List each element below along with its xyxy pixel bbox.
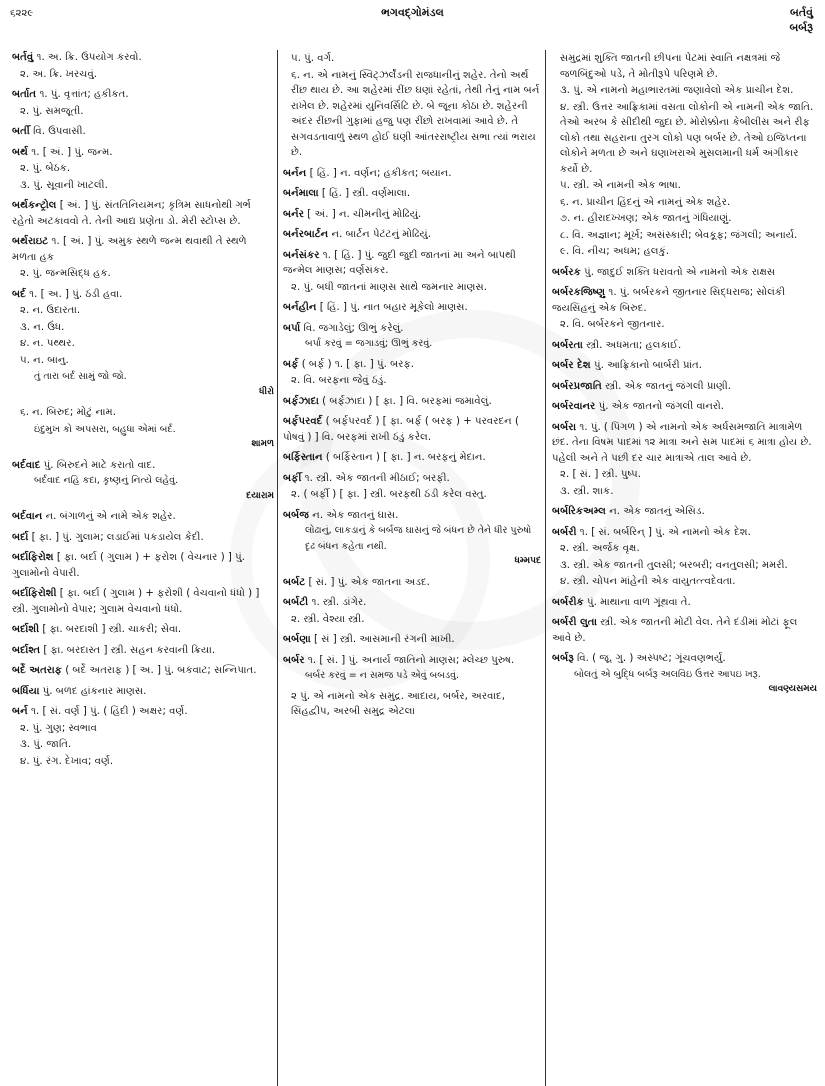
entry-sense [552, 51, 817, 82]
headword: બર્બરી લુતા [552, 617, 598, 628]
guide-word-first: બર્તવું [790, 6, 813, 19]
entry-sense [552, 285, 817, 316]
headword: બર્નરબાર્ટન [283, 229, 329, 240]
page-header [0, 0, 825, 40]
entry-sense [552, 467, 817, 483]
dictionary-entry [12, 622, 274, 638]
headword: બર્બજ [283, 509, 309, 521]
headword: બર્નર [283, 208, 305, 220]
entry-sense [283, 487, 541, 503]
entry-sense [12, 586, 274, 617]
column-divider [545, 50, 546, 1086]
dictionary-entry [283, 508, 541, 570]
entry-sense [12, 737, 274, 753]
definition-text: ( બર્ફિસ્તાન ) [ ફા. ] ન. બરફનું મેદાન. [325, 452, 486, 463]
dictionary-columns [0, 50, 825, 1086]
headword: બર્બરૂ [552, 653, 574, 664]
dictionary-entry [283, 394, 541, 410]
dictionary-entry [552, 358, 817, 374]
definition-text: ૧. અ. ક્રિ. ઉપયોગ કરવો. [36, 52, 142, 63]
dictionary-entry [552, 285, 817, 333]
headword: બર્ધિયા [12, 685, 40, 697]
definition-text: ૨. પું. ગુણ; સ્વભાવ [20, 722, 97, 734]
definition-text: ૩. પું. એ નામનો મહાભારતમાં જણાવેલો એક પ્રાચીન દેશ. [560, 85, 794, 96]
entry-sense [283, 471, 541, 487]
usage-quote: લોઢાનું, લાકડાનું કે બર્બજ ઘાસનું જે બંધન છે તેને ધીર પુરુષો દૃઢ બંધન કહેતા નથી. [305, 525, 532, 552]
headword: બર્દાફિરોશ [12, 552, 54, 563]
entry-sense [283, 575, 541, 591]
headword: બર્બર દેશ [552, 360, 591, 371]
definition-text: ૧. પું. બર્બરકને જીતનાર સિદ્ધરાજ; સોલંકી જયસિંહનું એક બિરુદ. [552, 287, 786, 314]
dictionary-entry [283, 595, 541, 627]
entry-sense [552, 211, 817, 227]
entry-sense [552, 195, 817, 211]
entry-sense [283, 357, 541, 373]
entry-sense [552, 574, 817, 590]
column-3 [552, 50, 817, 703]
entry-sense [283, 321, 541, 337]
entry-sense [12, 353, 274, 369]
entry-sense [283, 300, 541, 316]
definition-text: પું. આફ્રિકાનો બાર્બરી પ્રાંત. [593, 360, 703, 371]
entry-sense [552, 379, 817, 395]
headword: બર્નન [283, 167, 307, 179]
entry-sense [283, 68, 541, 161]
definition-text: વિ. ઉપવાસી. [33, 126, 86, 137]
dictionary-entry [12, 405, 274, 453]
guide-words [789, 5, 813, 35]
column-2 [283, 50, 541, 725]
column-1 [12, 50, 274, 774]
definition-text: [ સં ] સ્ત્રી. આસમાની રંગની માખી. [314, 634, 455, 645]
definition-text: ૨. અ. ક્રિ. ખરચવું. [20, 68, 98, 80]
definition-text: વિ. ( જૂ. ગુ. ) અસ્પષ્ટ; ગૂંચવણભર્યું. [577, 653, 726, 664]
definition-text: પું. બળદ હાંકનાર માણસ. [42, 685, 147, 697]
entry-sense [283, 186, 541, 202]
headword: બર્થરાઇટ [12, 236, 49, 247]
dictionary-entry [12, 87, 274, 119]
entry-sense [283, 207, 541, 223]
headword: બર્ફપરવર્દ [283, 416, 323, 427]
definition-text: ૧. પું. વૃત્તાંત; હકીકત. [39, 89, 129, 100]
definition-text: ૧. સ્ત્રી. ડાંગેર. [311, 597, 367, 608]
headword: બર્ન [12, 706, 28, 717]
definition-text: ૯. વિ. નીચ; અધમ; હલકું. [560, 246, 670, 257]
dictionary-entry [283, 227, 541, 243]
definition-text: ૮. વિ. અજ્ઞાન; મૂર્ખ; અસંસ્કારી; બેવકૂફ; જંગલી; અનાર્ય. [560, 229, 798, 241]
dictionary-entry [12, 509, 274, 525]
dictionary-entry [12, 287, 274, 401]
definition-text: [ સં. ] પું. એક જાતના અડદ. [308, 576, 430, 588]
entry-sense [12, 104, 274, 120]
dictionary-entry [283, 471, 541, 503]
entry-sense [552, 100, 817, 178]
entry-sense [283, 51, 541, 67]
quote-source: ધમ્મપદ [514, 556, 541, 566]
definition-text: ૧. [ સં. ] પું. અનાર્ય જાતિનો માણસ; મ્લેચ્છ પુરુષ. [307, 654, 515, 666]
headword: બર્થ [12, 146, 28, 158]
headword: બર્ફઝાદા [283, 395, 319, 407]
definition-text: ૨. પું. બધી જાતનાં માણસ સાથે જમનાર માણસ. [291, 281, 488, 293]
entry-sense [12, 320, 274, 336]
entry-sense [12, 287, 274, 303]
entry-sense [283, 632, 541, 648]
definition-text: [ ફા. ] પું. ગુલામ; લડાઈમાં પકડાયેલ કેદી. [31, 531, 204, 543]
definition-text: પું. માથાના વાળ ગૂંથવા તે. [586, 596, 691, 608]
definition-text: ૧. [ સં. વર્ણ ] પું. ( હિંદી ) અક્ષર; વર્ણ. [31, 706, 188, 717]
definition-text: ૧. [ અ. ] પું. ઠંડી હવા. [29, 288, 123, 300]
headword: બર્દવાદ [12, 459, 41, 471]
entry-sense [283, 689, 541, 720]
definition-text: ૬. ન. બિરુદ; મોટું નામ. [20, 407, 116, 418]
definition-text: ૫. સ્ત્રી. એ નામની એક ભાષા. [560, 180, 681, 191]
entry-sense [12, 124, 274, 140]
definition-text: ૨. વિ. બર્બરકને જીતનાર. [560, 319, 665, 330]
dictionary-entry [552, 265, 817, 281]
entry-sense [12, 509, 274, 525]
entry-sense [283, 414, 541, 445]
definition-text: સમુદ્રમાં શુક્તિ જાતની છીપના પેટમાં સ્વાતિ નક્ષત્રમાં જે જળબિંદુઓ પડે, તે મોતીરૂપે પરિણમે છે. [560, 53, 781, 80]
dictionary-entry [552, 399, 817, 415]
headword: બર્દાફિરોશી [12, 588, 57, 599]
quote-source: દયારામ [246, 490, 274, 501]
entry-sense [283, 595, 541, 611]
entry-sense [12, 550, 274, 581]
entry-sense [552, 317, 817, 333]
dictionary-entry [12, 198, 274, 229]
dictionary-entry [283, 653, 541, 684]
dictionary-entry [12, 663, 274, 679]
definition-text: ૩. પું. જાતિ. [20, 739, 72, 750]
guide-word-last: બર્બરૂ [789, 21, 813, 34]
usage-quote: બોલતું એ બુદ્ધિ બર્બરૂ અલવિઇ ઉત્તર આપઇ ખરૂ. [574, 668, 761, 680]
definition-text: ન. બંગાળનું એ નામે એક શહેર. [45, 511, 176, 522]
dictionary-entry [283, 689, 541, 720]
headword: બર્ફી [283, 472, 302, 484]
headword: બર્બરપ્રજાતિ [552, 380, 602, 392]
dictionary-entry [283, 357, 541, 389]
headword: બર્દે અતરાફ [12, 665, 62, 676]
dictionary-entry [552, 651, 817, 698]
entry-sense [12, 145, 274, 161]
entry-sense [12, 643, 274, 659]
headword: બર્ફ [283, 358, 299, 370]
entry-sense [283, 227, 541, 243]
quote-source: ધીરો [259, 386, 274, 397]
dictionary-entry [12, 458, 274, 505]
definition-text: ( બર્ફઝાદા ) [ ફા. ] વિ. બરફમાં જમાવેલું. [322, 395, 492, 407]
entry-sense [12, 50, 274, 66]
entry-sense [552, 244, 817, 260]
definition-text: ૧. [ સં. બર્બરિન્ ] પું. એ નામનો એક દેશ. [579, 526, 751, 538]
definition-text: ૪. સ્ત્રી. ચોપન માંહેની એક વાયુતત્ત્વદેવતા. [560, 576, 736, 587]
entry-sense [283, 653, 541, 669]
definition-text: ૬. ન. એ નામનું સ્વિટ્ઝર્લૅંડની રાજધાનીનું શહેર. તેનો અર્થ રીંછ થાય છે. આ શહેરમાં રીંછ ઘણાં રહેતાં, તેથી તેનું નામ બર્ન રાખેલ છે. શહેરમાં યુનિવર્સિટિ છે. બે જૂના કોઠા છે. શહેરની અંદર રીંછની ગુફામાં હજુ પણ રીંછો રાખવામાં આવે છે. તે સગવડતાવાળું સ્થળ હોઈ ઘણી આંતરરાષ્ટ્રીય સભા ત્યાં ભરાય છે. [291, 69, 540, 158]
definition-text: ૨. પું. સમજૂતી. [20, 105, 84, 117]
dictionary-entry [552, 615, 817, 646]
definition-text: ૩. સ્ત્રી. શાક. [560, 485, 614, 497]
definition-text: [ ફા. બરદાશી ] સ્ત્રી. ચાકરી; સેવા. [42, 624, 182, 635]
headword: બર્બર [283, 654, 305, 666]
entry-sense [552, 338, 817, 354]
dictionary-entry [283, 575, 541, 591]
definition-text: [ અં. ] ન. ચીમનીનું મોઢિયું. [307, 208, 422, 220]
definition-text: ૨. ( બર્ફી ) [ ફા. ] સ્ત્રી. બરફથી ઠંડી કરેલ વસ્તુ. [291, 489, 487, 500]
headword: બર્થકન્ટ્રોલ [12, 200, 57, 211]
definition-text: ૧. [ અં. ] પું. અમુક સ્થળે જન્મ થવાથી તે સ્થળે મળતા હક [12, 236, 247, 263]
entry-sense [552, 83, 817, 99]
entry-sense [12, 87, 274, 103]
headword: બર્બરિકઅમ્લ [552, 506, 606, 517]
headword: બર્ફિસ્તાન [283, 452, 323, 463]
entry-sense [283, 166, 541, 182]
dictionary-entry [283, 632, 541, 648]
entry-sense [12, 704, 274, 720]
dictionary-entry [283, 321, 541, 352]
entry-sense [12, 161, 274, 177]
definition-text: ૨. સ્ત્રી. વેશ્યા સ્ત્રી. [291, 613, 365, 625]
definition-text: ૪. સ્ત્રી. ઉત્તર આફ્રિકામાં વસતા લોકોની એ નામની એક જાતિ. તેઓ અરબ કે સીદીથી જુદા છે. મોરોક્કોના કેબીલીસ અને રીફ લોકો તથા સહરાના તુરગ લોકો પણ બર્બર છે. તેઓ ઇજિપ્તના લોકોને મળતા છે અને ઘણાખરાએ મુસલમાની ધર્મ અંગીકાર કર્યો છે. [560, 101, 814, 175]
dictionary-entry [552, 504, 817, 520]
definition-text: ૬. ન. પ્રાચીન હિંદનું એ નામનું એક શહેર. [560, 196, 731, 208]
headword: બર્તવું [12, 52, 34, 63]
headword: બર્દવાન [12, 511, 43, 522]
usage-quote: ઇંદુમુખ કો અપસરા, બહુધા એમાં બર્દ. [34, 423, 176, 435]
definition-text: ન. એક જાતનું ઘાસ. [312, 509, 399, 521]
definition-text: ૧. [ હિં. ] પું. જુદી જુદી જાતનાં મા અને બાપથી જન્મેલ માણસ; વર્ણસંકર. [283, 249, 516, 276]
definition-text: ૩. પું. સૂવાની ખાટલી. [20, 179, 108, 191]
entry-sense [12, 405, 274, 421]
page-number: ૬૨૨૯ [10, 8, 34, 19]
headword: બર્તી [12, 126, 30, 137]
entry-sense [283, 612, 541, 628]
headword: બર્બટ [283, 576, 306, 588]
entry-sense [12, 266, 274, 282]
headword: બર્નમાલા [283, 188, 319, 199]
definition-text: ૪. ન. પથ્થર. [20, 338, 75, 349]
dictionary-entry [12, 550, 274, 581]
definition-text: [ અં. ] પું. સંતતિનિયમન; કૃત્રિમ સાધનોથી ગર્ભ રહેતો અટકાવવો તે. તેની આદ્ય પ્રણેતા ડો. મેરી સ્ટોપ્સ છે. [12, 200, 251, 227]
dictionary-entry [283, 414, 541, 445]
column-divider [277, 50, 278, 1086]
dictionary-entry [552, 338, 817, 354]
headword: બર્દ [12, 288, 26, 300]
definition-text: [ હિં. ] પું. નાત બહાર મૂકેલો માણસ. [319, 302, 468, 313]
definition-text: ૨. ન. ઉદારતા. [20, 305, 81, 316]
dictionary-entry [283, 450, 541, 466]
entry-sense [552, 595, 817, 611]
entry-sense [283, 280, 541, 296]
dictionary-entry [552, 595, 817, 611]
headword: બર્બરીક [552, 596, 584, 608]
definition-text: ૫. પું. વર્ગ. [291, 53, 335, 64]
usage-quote: બર્બર કરવું = ન સમજ પડે એવું બબડવું. [305, 670, 460, 681]
headword: બર્બરા [552, 421, 577, 433]
headword: બર્નહીન [283, 302, 317, 313]
definition-text: પું. બિરુદને માટે કરાતો વાદ. [43, 459, 156, 471]
dictionary-entry [283, 300, 541, 316]
entry-sense [12, 336, 274, 352]
headword: બર્બરક [552, 266, 581, 278]
definition-text: ૨. વિ. બરફના જેવું ઠંડું. [291, 375, 387, 386]
entry-sense [552, 558, 817, 574]
dictionary-entry [12, 684, 274, 700]
dictionary-entry [12, 145, 274, 194]
entry-sense [552, 651, 817, 667]
dictionary-entry [552, 379, 817, 395]
definition-text: ( બર્ફપરવર્દ ) [ ફા. બર્ફ ( બરફ ) + પરવરદન ( પોષવું ) ] વિ. બરફમાં રાખી ઠંડું કરેલ. [283, 416, 519, 443]
definition-text: ૧. સ્ત્રી. એક જાતની મીઠાઈ; બરફી. [304, 472, 450, 484]
headword: બર્દાશી [12, 624, 40, 635]
headword: બર્બરતા [552, 339, 583, 351]
entry-sense [552, 484, 817, 500]
entry-sense [552, 420, 817, 467]
definition-text: [ હિં. ] સ્ત્રી. વર્ણમાલા. [321, 188, 411, 199]
definition-text: [ હિં. ] ન. વર્ણન; હકીકત; બયાન. [309, 167, 452, 179]
dictionary-entry [283, 248, 541, 296]
definition-text: [ ફા. બરદાસ્ત ] સ્ત્રી. સહન કરવાની ક્રિયા. [43, 644, 216, 656]
definition-text: સ્ત્રી. એક જાતની મોટી વેલ. તેને દંડીમાં મોટાં ફૂલ આવે છે. [552, 617, 798, 644]
entry-sense [552, 265, 817, 281]
entry-sense [283, 248, 541, 279]
dictionary-entry [552, 51, 817, 260]
entry-sense [12, 303, 274, 319]
headword: બર્બટી [283, 597, 309, 608]
entry-sense [552, 358, 817, 374]
entry-sense [12, 684, 274, 700]
definition-text: પું. એક જાતનો જંગલી વાનરો. [598, 401, 724, 412]
definition-text: ૪. પું. રંગ. દેખાવ; વર્ણ. [20, 755, 114, 767]
definition-text: ૨ પું. એ નામનો એક સમુદ્ર. આદાય, બર્બર, અરવાદ, સિંહદ્વીપ, અરબી સમુદ્ર એટલા [291, 690, 505, 717]
book-title: ભગવદ્ગોમંડલ [381, 6, 444, 19]
headword: બર્પા [283, 322, 301, 334]
headword: બર્બરી [552, 526, 577, 538]
dictionary-entry [12, 124, 274, 140]
dictionary-entry [12, 234, 274, 282]
definition-text: ૨. સ્ત્રી. અર્જક વૃક્ષ. [560, 543, 640, 554]
entry-sense [552, 178, 817, 194]
definition-text: ન. બાર્ટન પેટંટનું મોઢિયું. [331, 229, 431, 240]
entry-sense [12, 458, 274, 474]
definition-text: ૧. પું. ( પિંગળ ) એ નામનો એક અર્ધસમજાતિ માત્રામેળ છંદ. તેના વિષમ પાદમાં ૧૨ માત્રા અને સમ પાદમાં ૬ માત્રા હોય છે. પહેલી અને તે પછી દર ચાર માત્રાએ તાલ આવે છે. [552, 421, 812, 464]
entry-sense [12, 530, 274, 546]
dictionary-entry [12, 643, 274, 659]
entry-sense [283, 373, 541, 389]
entry-sense [552, 525, 817, 541]
entry-sense [552, 504, 817, 520]
dictionary-entry [12, 530, 274, 546]
entry-sense [12, 754, 274, 770]
definition-text: ( બર્દે અતરાફ ) [ અ. ] પું. બકવાટ; સન્નિપાત. [65, 665, 257, 676]
headword: બર્તાત [12, 89, 37, 100]
entry-sense [12, 663, 274, 679]
headword: બર્દાશ્ત [12, 644, 41, 656]
entry-sense [552, 228, 817, 244]
usage-quote: તું તારા બર્દ સામું જો જો. [34, 371, 127, 382]
dictionary-entry [283, 166, 541, 182]
headword: બર્બરવાનર [552, 401, 596, 412]
dictionary-entry [552, 420, 817, 500]
quote-source: શામળ [251, 439, 274, 449]
usage-quote: બર્દવાદ નહિ કદા, કૃષ્ણનું નિત્યે લહેવું. [34, 475, 179, 486]
dictionary-entry [12, 704, 274, 769]
dictionary-entry [12, 586, 274, 617]
definition-text: પું. જાદુઈ શક્તિ ધરાવતો એ નામનો એક રાક્ષસ [584, 266, 776, 278]
definition-text: ૨. [ સં. ] સ્ત્રી. પુષ્પ. [560, 469, 641, 480]
quote-source: લાવણ્યસમય [768, 684, 817, 694]
definition-text: ( બર્ફ ) ૧. [ ફા. ] પું. બરફ. [301, 358, 415, 370]
dictionary-entry [12, 50, 274, 82]
definition-text: [ ફા. બર્દા ( ગુલામ ) + ફરોશી ( વેચવાનો ધંધો ) ] સ્ત્રી. ગુલામોનો વેપાર; ગુલામ વેચવાનો ધંધો. [12, 588, 260, 615]
entry-sense [552, 399, 817, 415]
definition-text: સ્ત્રી. એક જાતનું જંગલી પ્રાણી. [605, 380, 731, 392]
entry-sense [12, 721, 274, 737]
definition-text: [ ફા. બર્દા ( ગુલામ ) + ફરોશ ( વેચનાર ) ] પું. ગુલામોનો વેપારી. [12, 552, 245, 579]
definition-text: ૧. [ અં. ] પું. જન્મ. [31, 146, 113, 158]
entry-sense [12, 198, 274, 229]
entry-sense [552, 541, 817, 557]
dictionary-entry [283, 51, 541, 161]
definition-text: ૨. પું. બેઠક. [20, 163, 71, 174]
definition-text: વિ. જગાડેલું; ઊભું કરેલું. [303, 322, 404, 334]
definition-text: ૩. ન. ઉંધ. [20, 321, 65, 333]
headword: બર્બણા [283, 634, 311, 645]
entry-sense [552, 615, 817, 646]
headword: બર્બરકજિષ્ણુ [552, 287, 606, 298]
dictionary-entry [552, 525, 817, 590]
entry-sense [12, 234, 274, 265]
definition-text: ૩. સ્ત્રી. એક જાતની તુલસી; બરબરી; વનતુલસી; મમરી. [560, 559, 788, 571]
entry-sense [283, 394, 541, 410]
definition-text: સ્ત્રી. અધમતા; હલકાઈ. [586, 339, 682, 351]
entry-sense [12, 178, 274, 194]
entry-sense [12, 67, 274, 83]
definition-text: ૫. ન. બાનુ. [20, 354, 69, 366]
definition-text: ૨. પું. જન્મસિદ્ધ હક. [20, 268, 111, 279]
definition-text: ૭. ન. હીરાદખ્ખણ; એક જાતનું ગંધિયાણું. [560, 213, 732, 224]
usage-quote: બર્પા કરવું = જગાડવું; ઊભું કરવું. [305, 338, 433, 349]
entry-sense [283, 450, 541, 466]
dictionary-entry [283, 186, 541, 202]
headword: બર્દા [12, 531, 29, 543]
dictionary-entry [283, 207, 541, 223]
entry-sense [283, 508, 541, 524]
headword: બર્નસંકર [283, 249, 320, 261]
entry-sense [12, 622, 274, 638]
definition-text: ન. એક જાતનું એસિડ. [609, 506, 705, 517]
